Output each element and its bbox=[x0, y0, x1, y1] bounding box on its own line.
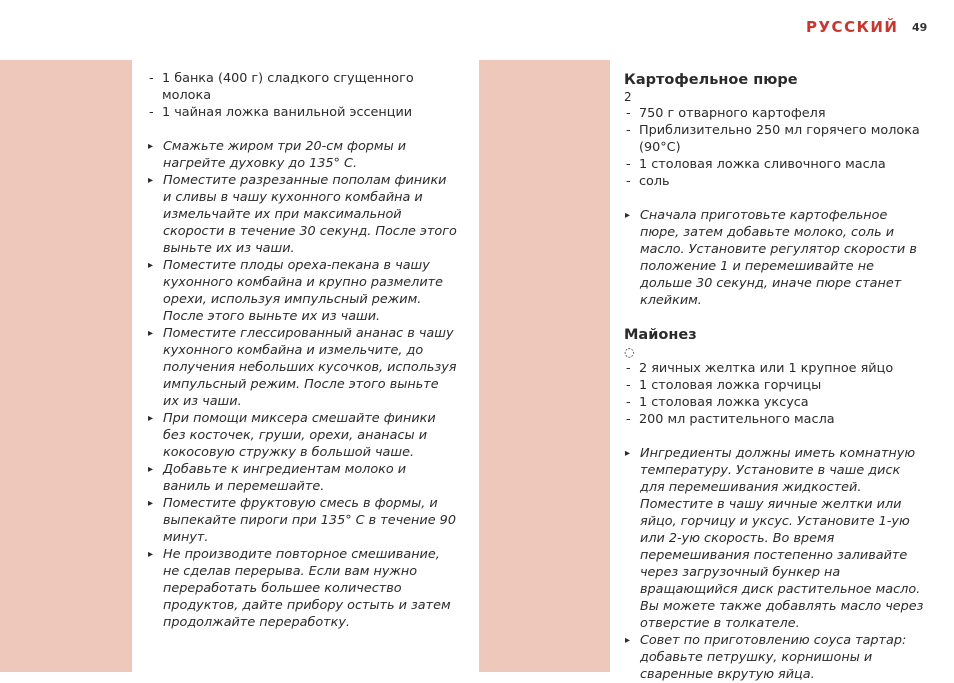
instruction-step: ▸ Добавьте к ингредиентам молоко и ваниль и перемешайте. bbox=[148, 462, 407, 494]
instruction-step: ▸ Совет по приготовлению соуса тартар: добавьте петрушку, корнишоны и сваренные вкрутую яйца. bbox=[625, 633, 907, 682]
bullet-icon: ▸ bbox=[148, 498, 154, 509]
bullet-icon: ▸ bbox=[148, 413, 154, 424]
language-heading: РУССКИЙ bbox=[806, 18, 899, 36]
ingredient-item: - 2 яичных желтка или 1 крупное яйцо bbox=[624, 360, 924, 377]
ingredient-item: - соль bbox=[624, 173, 924, 190]
bullet-icon: ▸ bbox=[148, 464, 154, 475]
decorative-band-middle bbox=[479, 60, 610, 672]
ingredient-item: - 1 чайная ложка ванильной эссенции bbox=[147, 104, 457, 121]
speed-setting-icon: 2 bbox=[624, 90, 632, 104]
instruction-step: ▸ Не производите повторное смешивание, не сделав перерыва. Если вам нужно переработать большее количество продуктов, дайте прибору остыть и затем продолжайте переработку. bbox=[148, 547, 451, 630]
instruction-step: ▸ Поместите разрезанные пополам финики и сливы в чашу кухонного комбайна и измельчайте их при максимальной скорости в течение 30 секунд. После этого выньте их из чаши. bbox=[148, 173, 457, 256]
instruction-step: ▸ Сначала приготовьте картофельное пюре, затем добавьте молоко, соль и масло. Установите регулятор скорости в положение 1 и перемешивайте не дольше 30 секунд, иначе пюре станет клейким. bbox=[625, 208, 917, 308]
instruction-step: ▸ Поместите плоды ореха-пекана в чашу кухонного комбайна и крупно размелите орехи, используя импульсный режим. После этого выньте их из чаши. bbox=[148, 258, 443, 324]
ingredient-item: - 1 банка (400 г) сладкого сгущенного молока bbox=[147, 70, 457, 104]
instruction-step: ▸ Смажьте жиром три 20-см формы и нагрейте духовку до 135° С. bbox=[148, 139, 407, 171]
page-number: 49 bbox=[912, 21, 928, 34]
instruction-step: ▸ При помощи миксера смешайте финики без косточек, груши, орехи, ананасы и кокосовую стружку в большой чаше. bbox=[148, 411, 436, 460]
ingredient-item: - 1 столовая ложка сливочного масла bbox=[624, 156, 924, 173]
recipe-title-mashed-potatoes: Картофельное пюре bbox=[624, 72, 798, 88]
instruction-step: ▸ Ингредиенты должны иметь комнатную температуру. Установите в чаше диск для перемешивания жидкостей. Поместите в чашу яичные желтки или яйцо, горчицу и уксус. Установите 1-ую или 2-ую скорость. Во время перемешивания постепенно заливайте через загрузочный бункер на вращающийся диск растительное масло. Вы можете также добавлять масло через отверстие в толкателе. bbox=[625, 446, 924, 631]
decorative-band-left bbox=[0, 60, 132, 672]
speed-setting-icon: ◌ bbox=[624, 345, 635, 359]
ingredient-item: - 1 столовая ложка горчицы bbox=[624, 377, 924, 394]
bullet-icon: ▸ bbox=[148, 141, 154, 152]
bullet-icon: ▸ bbox=[625, 635, 631, 646]
ingredient-item: - Приблизительно 250 мл горячего молока (90°С) bbox=[624, 122, 924, 156]
left-column bbox=[147, 70, 457, 631]
bullet-icon: ▸ bbox=[148, 328, 154, 339]
bullet-icon: ▸ bbox=[148, 260, 154, 271]
ingredient-item: - 200 мл растительного масла bbox=[624, 411, 924, 428]
right-column bbox=[624, 70, 924, 683]
ingredient-item: - 1 столовая ложка уксуса bbox=[624, 394, 924, 411]
bullet-icon: ▸ bbox=[625, 448, 631, 459]
instruction-step: ▸ Поместите фруктовую смесь в формы, и выпекайте пироги при 135° С в течение 90 минут. bbox=[148, 496, 456, 545]
bullet-icon: ▸ bbox=[148, 175, 154, 186]
bullet-icon: ▸ bbox=[625, 210, 631, 221]
instruction-step: ▸ Поместите глессированный ананас в чашу кухонного комбайна и измельчите, до получения небольших кусочков, используя импульсный режим. После этого выньте их из чаши. bbox=[148, 326, 457, 409]
bullet-icon: ▸ bbox=[148, 549, 154, 560]
recipe-title-mayonnaise: Майонез bbox=[624, 327, 697, 343]
ingredient-item: - 750 г отварного картофеля bbox=[624, 105, 924, 122]
